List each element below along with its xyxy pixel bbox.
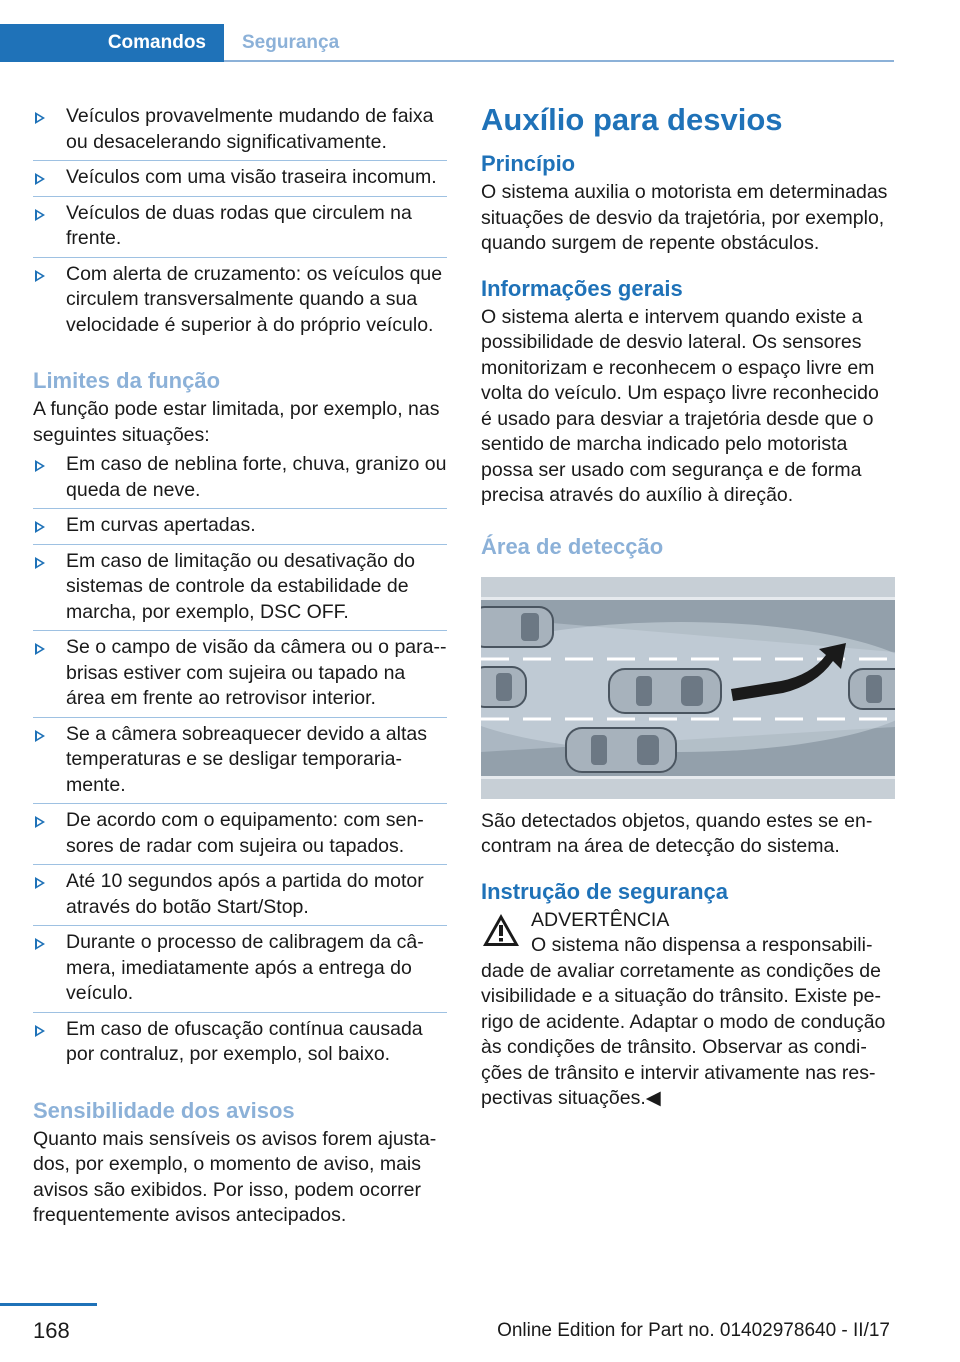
triangle-bullet-icon — [35, 209, 45, 221]
detection-area-illustration — [481, 577, 895, 799]
list-item: Durante o processo de calibragem da câmera, imediatamente após a entrega do veículo. — [33, 926, 447, 1013]
warning-text: O sistema não dispensa a responsabilidade de avaliar corretamente as condições de visibilidade e a situação do trânsito. Existe perigo de acidente. Adaptar o modo de condução às condições de trânsito. Observar as condições de trânsito e intervir ativamente nas respectivas situações.◀ — [481, 934, 886, 1109]
triangle-bullet-icon — [35, 938, 45, 950]
triangle-bullet-icon — [35, 173, 45, 185]
triangle-bullet-icon — [35, 270, 45, 282]
triangle-bullet-icon — [35, 112, 45, 124]
list-item: Em curvas apertadas. — [33, 509, 447, 545]
tab-divider — [224, 60, 894, 62]
tab-comandos[interactable]: Comandos — [0, 24, 224, 62]
edition-note: Online Edition for Part no. 01402978640 - II/17 — [497, 1320, 890, 1341]
left-column — [33, 100, 447, 1229]
general-info-text: O sistema alerta e intervem quando existe a possibilidade de desvio lateral. Os sensores monitorizam e reconhecem o espaço livre em volta do veículo. Um espaço livre reconhecido é usado para desviar a trajetória desde que o sentido de marcha indicado pelo motorista possa ser usado com segurança e de forma precisa através do auxílio à direção. — [481, 305, 879, 506]
warning-label: ADVERTÊNCIA — [531, 908, 670, 931]
triangle-bullet-icon — [35, 643, 45, 655]
general-info-heading: Informações gerais — [481, 275, 683, 301]
sensitivity-text: Quanto mais sensíveis os avisos forem ajustados, por exemplo, o momento de aviso, mais avisos são exibidos. Por isso, podem ocorrer frequentemente avisos antecipados. — [33, 1127, 437, 1226]
list-item: Se o campo de visão da câmera ou o para--brisas estiver com sujeira ou tapado na área em frente ao retrovisor interior. — [33, 631, 447, 718]
list-item: Veículos provavelmente mudando de faixa ou desacelerando significativamente. — [33, 100, 447, 161]
limits-bullet-list — [33, 448, 447, 1073]
list-item: Em caso de ofuscação contínua causada por contraluz, por exemplo, sol baixo. — [33, 1013, 447, 1073]
warning-block — [481, 908, 895, 1112]
right-column — [481, 100, 895, 1112]
limits-heading: Limites da função — [33, 368, 221, 393]
page-number: 168 — [33, 1318, 70, 1343]
list-item: Se a câmera sobreaquecer devido a altas temperaturas e se desligar temporariamente. — [33, 718, 447, 805]
triangle-bullet-icon — [35, 460, 45, 472]
tab-seguranca[interactable]: Segurança — [242, 32, 340, 53]
triangle-bullet-icon — [35, 816, 45, 828]
principle-heading: Princípio — [481, 151, 576, 176]
triangle-bullet-icon — [35, 877, 45, 889]
triangle-bullet-icon — [35, 521, 45, 533]
triangle-bullet-icon — [35, 1025, 45, 1037]
list-item: De acordo com o equipamento: com sensores de radar com sujeira ou tapados. — [33, 804, 447, 865]
list-item: Em caso de limitação ou desativação do sistemas de controle da estabilidade de marcha, por exemplo, DSC OFF. — [33, 545, 447, 632]
chapter-tabs — [0, 24, 894, 62]
limits-text: A função pode estar limitada, por exemplo, nas seguintes situações: — [33, 398, 440, 446]
list-item: Em caso de neblina forte, chuva, granizo ou queda de neve. — [33, 448, 447, 509]
sensitivity-heading: Sensibilidade dos avisos — [33, 1097, 295, 1123]
safety-heading: Instrução de segurança — [481, 878, 728, 904]
list-item: Com alerta de cruzamento: os veículos que circulem transversalmente quando a sua velocidade é superior à do próprio veículo. — [33, 258, 447, 344]
section-title: Auxílio para desvios — [481, 102, 783, 137]
intro-bullet-list — [33, 100, 447, 343]
figure-caption: São detectados objetos, quando estes se encontram na área de detecção do sistema. — [481, 809, 873, 857]
footer-rule — [0, 1303, 97, 1306]
list-item: Veículos de duas rodas que circulem na frente. — [33, 197, 447, 258]
detection-area-heading: Área de detecção — [481, 533, 664, 559]
triangle-bullet-icon — [35, 557, 45, 569]
principle-text: O sistema auxilia o motorista em determinadas situações de desvio da trajetória, por exemplo, quando surgem de repente obstáculos. — [481, 181, 888, 254]
list-item: Até 10 segundos após a partida do motor através do botão Start/Stop. — [33, 865, 447, 926]
triangle-bullet-icon — [35, 730, 45, 742]
warning-triangle-icon — [481, 912, 521, 948]
list-item: Veículos com uma visão traseira incomum. — [33, 161, 447, 197]
